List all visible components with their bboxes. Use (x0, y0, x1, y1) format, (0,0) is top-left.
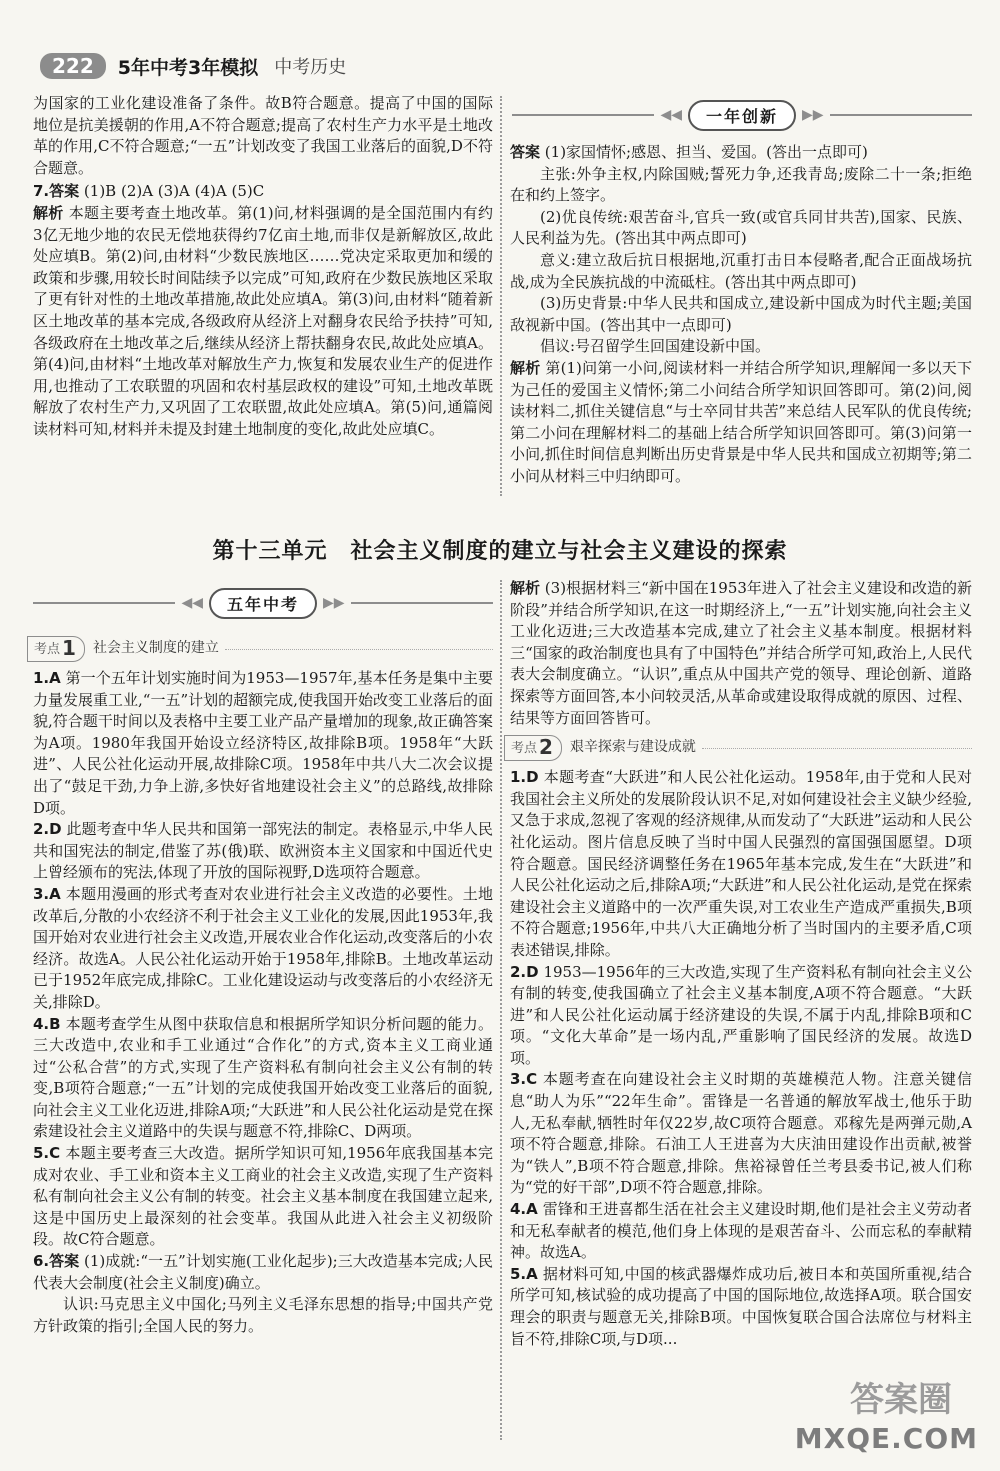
question-number: 4.A (510, 1200, 538, 1219)
question-text: 雷锋和王进喜都生活在社会主义建设时期,他们是社会主义劳动者和无私奉献者的模范,他们身上体现的是艰苦奋斗、公而忘私的奉献精神。故选A。 (510, 1200, 972, 1262)
kaodian-rule (702, 748, 972, 749)
kaodian-2-header (504, 735, 972, 761)
analysis-text: (3)根据材料三“新中国在1953年进入了社会主义建设和改造的新阶段”并结合所学知识,在这一时期经济上,“一五”计划实施,向社会主义工业化迈进;三大改造基本完成,建立了社会主义基本制度。根据材料三“国家的政治制度也具有了中国特色”并结合所学可知,政治上,人民代表大会制度确立。“认识”,重点从中国共产党的领导、理论创新、道路探索等方面回答,本小问较灵活,从革命或建设取得成就的原因、过程、结果等方面回答皆可。 (510, 579, 972, 727)
answer-line: (2)优良传统:艰苦奋斗,官兵一致(或官兵同甘共苦),国家、民族、人民利益为先。(答出其中两点即可) (510, 207, 972, 248)
kaodian-tag (27, 636, 85, 662)
kaodian-tag-label: 考点 (34, 642, 61, 657)
paragraph: 为国家的工业化建设准备了条件。故B符合题意。提高了中国的国际地位是抗美援朝的作用,A不符合题意;提高了农村生产力水平是土地改革的作用,C不符合题意;“一五”计划改变了我国工业落后的面貌,D不符合题意。 (33, 94, 493, 177)
question-text: 第一个五年计划实施时间为1953—1957年,基本任务是集中主要力量发展重工业,“一五”计划的超额完成,使我国开始改变工业落后的面貌,符合题干时间以及表格中主要工业产品产量增加的现象,故正确答案为A项。1980年我国开始设立经济特区,故排除B项。1958年“大跃进”、人民公社化运动开展,故排除C项。1958年中共八大二次会议提出了“鼓足干劲,力争上游,多快好省地建设社会主义”的总路线,故排除D项。 (33, 669, 493, 817)
kaodian-tag (504, 735, 562, 761)
question-text: 认识:马克思主义中国化;马列主义毛泽东思想的指导;中国共产党方针政策的指引;全国人民的努力。 (33, 1295, 493, 1335)
question-number: 6.答案 (33, 1252, 80, 1271)
q7-label: 7.答案 (33, 182, 80, 201)
subject-title: 中考历史 (274, 57, 347, 78)
q7-analysis: 本题主要考查土地改革。第(1)问,材料强调的是全国范围内有约3亿无地少地的农民无偿地获得约7亿亩土地,而非仅是新解放区,故此处应填B。第(2)问,由材料“少数民族地区……党决定采取更加和缓的政策和步骤,用较长时间陆续予以完成”可知,政府在少数民族地区采取了更有针对性的土地改革措施,故此处应填A。第(3)问,由材料“随着新区土地改革的基本完成,各级政府从经济上对翻身农民给予扶持”可知,各级政府在土地改革之后,继续从经济上帮扶翻身农民,故此处应填A。第(4)问,由材料“土地改革对解放生产力,恢复和发展农业生产的促进作用,也推动了工农联盟的巩固和农村基层政权的建设”可知,土地改革既解放了农村生产力,又巩固了工农联盟,故此处应填A。第(5)问,通篇阅读材料可知,材料并未提及封建土地制度的变化,故此处应填C。 (33, 203, 493, 438)
kaodian-number: 1 (62, 636, 76, 660)
kaodian-rule (225, 649, 493, 650)
answer-line: 主张:外争主权,内除国贼;誓死力争,还我青岛;废除二十一条;拒绝在和约上签字。 (510, 164, 972, 205)
answer-label: 答案 (510, 143, 541, 161)
banner-rule (512, 114, 654, 116)
banner-rule (33, 602, 175, 604)
chevron-left-icon: ◀◀ (660, 107, 682, 123)
kaodian-title: 艰辛探索与建设成就 (569, 739, 696, 756)
kaodian-1-header (27, 636, 493, 662)
answer-line: (3)历史背景:中华人民共和国成立,建设新中国成为时代主题;美国敌视新中国。(答出其中一点即可) (510, 294, 972, 334)
kaodian-tag-label: 考点 (511, 741, 538, 757)
banner-label: 一年创新 (688, 100, 796, 131)
chevron-right-icon: ▶▶ (323, 595, 345, 611)
analysis-label: 解析 (510, 358, 541, 377)
banner-label: 五年中考 (209, 588, 317, 619)
kaodian-number: 2 (539, 735, 553, 760)
analysis-text: 第(1)问第一小问,阅读材料一并结合所学知识,理解闻一多以天下为己任的爱国主义情怀;第二小问结合所学知识回答即可。第(2)问,阅读材料二,抓住关键信息“与士卒同甘共苦”来总结人民军队的优良传统;第二小问在理解材料二的基础上结合所学知识回答即可。第(3)问第一小问,抓住时间信息判断出历史背景是中华人民共和国成立初期等;第二小问从材料三中归纳即可。 (510, 358, 972, 485)
question-text: 此题考查中华人民共和国第一部宪法的制定。表格显示,中华人民共和国宪法的制定,借鉴了苏(俄)联、欧洲资本主义国家和中国近代史上曾经颁布的宪法,体现了开放的国际视野,D选项符合题意。 (33, 820, 493, 882)
question-text: 本题用漫画的形式考查对农业进行社会主义改造的必要性。土地改革后,分散的小农经济不利于社会主义工业化的发展,因此1953年,我国开始对农业进行社会主义改造,开展农业合作化运动,改变落后的小农经济。故选A。人民公社化运动开始于1958年,排除B。土地改革运动已于1952年底完成,排除C。工业化建设运动与改变落后的小农经济无关,排除D。 (33, 884, 493, 1011)
analysis-label: 解析 (33, 203, 64, 222)
question-number: 5.C (33, 1144, 61, 1163)
analysis-label: 解析 (510, 579, 541, 597)
question-number: 5.A (510, 1264, 538, 1283)
q7-answer: (1)B (2)A (3)A (4)A (5)C (83, 182, 265, 201)
left-top-column (33, 93, 493, 441)
question-text: 据材料可知,中国的核武器爆炸成功后,被日本和英国所重视,结合所学可知,核试验的成功提高了中国的国际地位,故选择A项。联合国安理会的职责与题意无关,排除B项。中国恢复联合国合法席位与材料主旨不符,排除C项,与D项... (510, 1264, 972, 1348)
banner-rule (351, 602, 493, 604)
question-text: 本题考查学生从图中获取信息和根据所学知识分析问题的能力。三大改造中,农业和手工业通过“合作化”的方式,资本主义工商业通过“公私合营”的方式,实现了生产资料私有制向社会主义公有制的转变,B项符合题意;“一五”计划的完成使我国开始改变工业落后的面貌,向社会主义工业化迈进,排除A项;“大跃进”和人民公社化运动是党在探索建设社会主义道路中的失误与题意不符,排除C、D两项。 (33, 1014, 493, 1141)
question-text: 1953—1956年的三大改造,实现了生产资料私有制向社会主义公有制的转变,使我国确立了社会主义基本制度,A项不符合题意。“大跃进”和人民公社化运动属于经济建设的失误,不属于内乱,排除B项和C项。“文化大革命”是一场内乱,严重影响了国民经济的发展。故选D项。 (510, 962, 972, 1067)
question-text: 本题考查在向建设社会主义时期的英雄模范人物。注意关键信息“助人为乐”“22年生命”。雷锋是一名普通的解放军战士,他乐于助人,无私奉献,牺牲时年仅22岁,故C项符合题意。邓稼先是两弹元勋,A项不符合题意,排除。石油工人王进喜为大庆油田建设作出贡献,被誉为“铁人”,B项不符合题意,排除。焦裕禄曾任兰考县委书记,被人们称为“党的好干部”,D项不符合题意,排除。 (510, 1070, 972, 1197)
right-top-column (510, 142, 972, 488)
chevron-right-icon: ▶▶ (802, 107, 824, 123)
question-text: (1)成就:“一五”计划实施(工业化起步);三大改造基本完成;人民代表大会制度(社会主义制度)确立。 (33, 1252, 493, 1292)
chevron-left-icon: ◀◀ (181, 595, 203, 611)
page-number: 222 (40, 53, 106, 79)
answer-line: 倡议:号召留学生回国建设新中国。 (540, 337, 771, 356)
banner-wunian (33, 586, 493, 620)
answer-part-1: (1)家国情怀;感恩、担当、爱国。(答出一点即可) (544, 143, 868, 161)
page-header (40, 52, 346, 80)
left-bottom-column (33, 630, 493, 1337)
question-number: 1.A (33, 669, 61, 687)
series-title: 5年中考3年模拟 (117, 56, 259, 79)
right-bottom-column (510, 578, 972, 1350)
question-number: 4.B (33, 1014, 61, 1033)
column-divider (500, 96, 502, 496)
kaodian-title: 社会主义制度的建立 (92, 640, 219, 657)
column-divider (500, 580, 502, 1440)
question-number: 1.D (510, 768, 539, 787)
banner-yinian (512, 98, 972, 132)
question-number: 3.A (33, 884, 61, 903)
question-number: 3.C (510, 1070, 538, 1089)
question-number: 2.D (33, 820, 62, 839)
question-text: 本题主要考查三大改造。据所学知识可知,1956年底我国基本完成对农业、手工业和资本主义工商业的社会主义改造,实现了生产资料私有制向社会主义公有制的转变。社会主义基本制度在我国建立起来,这是中国历史上最深刻的社会变革。我国从此进入社会主义初级阶段。故C符合题意。 (33, 1144, 493, 1249)
question-number: 2.D (510, 962, 539, 981)
watermark-logo: 答案圈 (850, 1380, 952, 1420)
question-text: 本题考查“大跃进”和人民公社化运动。1958年,由于党和人民对我国社会主义所处的发展阶段认识不足,对如何建设社会主义缺少经验,又急于求成,忽视了客观的经济规律,从而发动了“大跃进”运动和人民公社化运动。图片信息反映了当时中国人民强烈的富国强国愿望。D项符合题意。国民经济调整任务在1965年基本完成,发生在“大跃进”和人民公社化运动之后,排除A项;“大跃进”和人民公社化运动,是党在探索建设社会主义道路中的一次严重失误,对工农业生产造成严重损失,B项不符合题意;1956年,中共八大正确地分析了当时国内的主要矛盾,C项表述错误,排除。 (510, 768, 972, 959)
watermark-text: MXQE.COM (794, 1422, 978, 1455)
unit-title: 第十三单元 社会主义制度的建立与社会主义建设的探索 (212, 539, 788, 564)
answer-line: 意义:建立敌后抗日根据地,沉重打击日本侵略者,配合正面战场抗战,成为全民族抗战的中流砥柱。(答出其中两点即可) (510, 250, 972, 291)
banner-rule (830, 114, 972, 116)
